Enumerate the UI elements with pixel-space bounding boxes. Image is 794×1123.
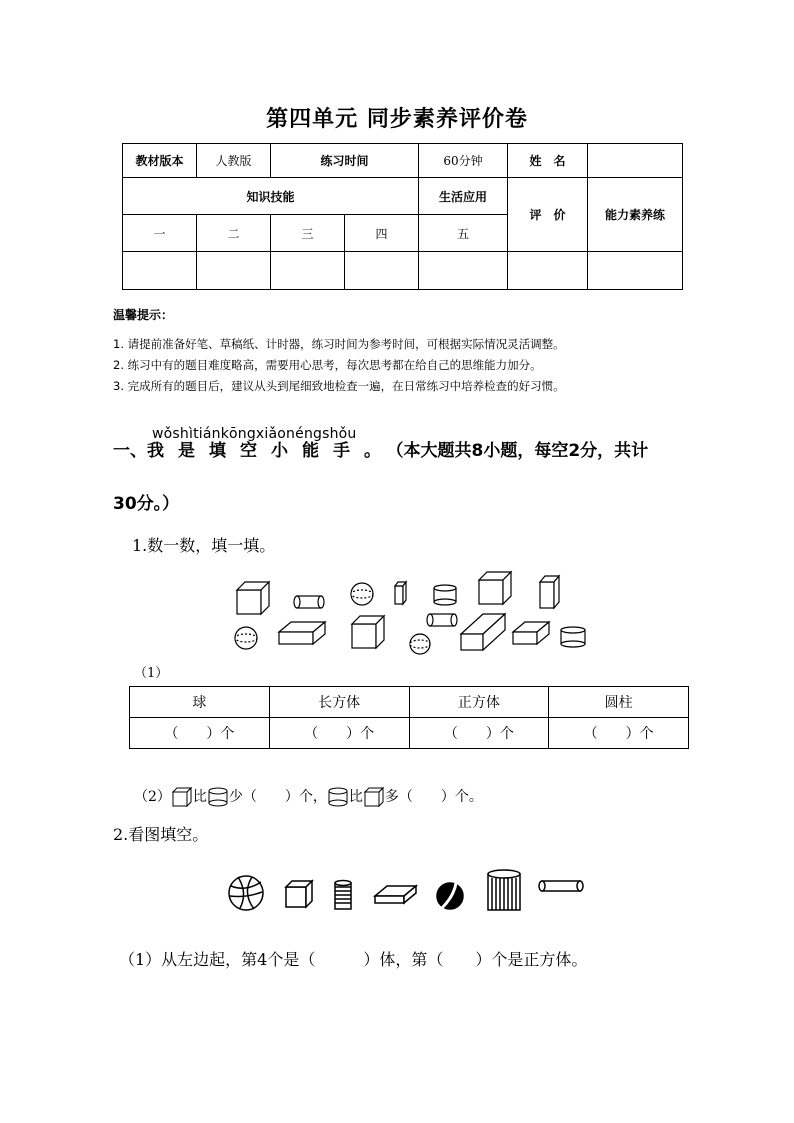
header-sphere: 球 xyxy=(130,687,270,718)
pinyin-annotation: wǒshìtiánkōngxiǎonéngshǒu xyxy=(152,426,357,442)
name-label: 姓 名 xyxy=(508,144,588,178)
shapes-illustration xyxy=(225,568,595,660)
sphere-icon xyxy=(235,627,257,649)
tips-heading: 温馨提示： xyxy=(113,308,174,322)
cube-icon xyxy=(171,786,193,808)
answer-cell[interactable]: （ ）个 xyxy=(409,718,549,749)
section-chars: 我是填空小能手。 xyxy=(147,441,395,461)
name-field[interactable] xyxy=(588,144,683,178)
knowledge-header: 知识技能 xyxy=(123,178,419,215)
cylinder-icon xyxy=(434,585,456,605)
cuboid-icon xyxy=(395,582,406,604)
section-note-cont: 30分。） xyxy=(113,494,180,514)
score-cell[interactable] xyxy=(197,252,271,290)
answer-cell[interactable]: （ ）个 xyxy=(269,718,409,749)
cuboid-icon xyxy=(513,622,549,644)
answer-cell[interactable]: （ ）个 xyxy=(130,718,270,749)
sub2-more: 多（ ）个。 xyxy=(384,789,483,805)
cube-icon xyxy=(286,881,312,907)
sphere-icon xyxy=(351,583,373,605)
life-header: 生活应用 xyxy=(419,178,508,215)
sub2-compare: 比 xyxy=(348,789,363,805)
score-cell[interactable] xyxy=(271,252,345,290)
cylinder-icon xyxy=(561,627,585,647)
header-cube: 正方体 xyxy=(409,687,549,718)
shapes-row-illustration xyxy=(226,868,586,918)
count-table xyxy=(129,686,689,749)
drum-icon xyxy=(488,870,520,910)
cuboid-icon xyxy=(279,622,325,644)
col-2: 二 xyxy=(197,215,271,252)
tip-item: 2. 练习中有的题目难度略高，需要用心思考，每次思考都在给自己的思维能力加分。 xyxy=(113,358,542,372)
tip-item: 1. 请提前准备好笔、草稿纸、计时器，练习时间为参考时间，可根据实际情况灵活调整。 xyxy=(113,337,565,351)
cube-icon xyxy=(363,786,385,808)
volleyball-icon xyxy=(229,876,263,910)
cube-icon xyxy=(352,616,384,648)
time-value: 60分钟 xyxy=(419,144,508,178)
cuboid-icon xyxy=(540,576,559,608)
cylinder-icon xyxy=(294,596,324,608)
score-cell[interactable] xyxy=(588,252,683,290)
cuboid-icon xyxy=(461,614,505,650)
score-cell[interactable] xyxy=(508,252,588,290)
section-number: 一、 xyxy=(113,441,147,461)
cube-icon xyxy=(479,572,511,604)
header-cuboid: 长方体 xyxy=(269,687,409,718)
col-1: 一 xyxy=(123,215,197,252)
question-2-title: 2.看图填空。 xyxy=(113,825,209,844)
col-4: 四 xyxy=(345,215,419,252)
score-cell[interactable] xyxy=(419,252,508,290)
header-cylinder: 圆柱 xyxy=(549,687,689,718)
cylinder-icon xyxy=(427,614,457,626)
textbook-label: 教材版本 xyxy=(123,144,197,178)
question-2-line-1: （1）从左边起，第4个是（ ）体，第（ ）个是正方体。 xyxy=(119,950,588,969)
textbook-value: 人教版 xyxy=(197,144,271,178)
answer-cell[interactable]: （ ）个 xyxy=(549,718,689,749)
col-3: 三 xyxy=(271,215,345,252)
col-5: 五 xyxy=(419,215,508,252)
cuboid-icon xyxy=(375,886,416,903)
score-cell[interactable] xyxy=(345,252,419,290)
sub2-label: （2） xyxy=(134,789,171,805)
ability-header: 能力素养练 xyxy=(588,178,683,252)
info-table xyxy=(122,143,683,290)
coin-stack-icon xyxy=(335,881,351,910)
sub2-less: 少（ ）个， xyxy=(228,789,327,805)
sub2-compare: 比 xyxy=(192,789,207,805)
question-1-title: 1.数一数，填一填。 xyxy=(132,536,276,555)
sub-question-1: （1） xyxy=(134,666,169,681)
section-note: （本大题共8小题，每空2分，共计 xyxy=(395,441,649,461)
sub-question-2 xyxy=(134,786,483,808)
time-label: 练习时间 xyxy=(271,144,419,178)
page-title: 第四单元 同步素养评价卷 xyxy=(266,107,528,132)
cylinder-icon xyxy=(327,786,349,808)
score-cell[interactable] xyxy=(123,252,197,290)
ball-icon xyxy=(437,883,463,909)
cylinder-icon xyxy=(207,786,229,808)
section-title xyxy=(113,436,648,461)
sphere-icon xyxy=(410,634,430,654)
cylinder-icon xyxy=(539,881,583,891)
cube-icon xyxy=(237,582,269,614)
tip-item: 3. 完成所有的题目后，建议从头到尾细致地检查一遍，在日常练习中培养检查的好习惯。 xyxy=(113,379,565,393)
evaluate-header: 评 价 xyxy=(508,178,588,252)
